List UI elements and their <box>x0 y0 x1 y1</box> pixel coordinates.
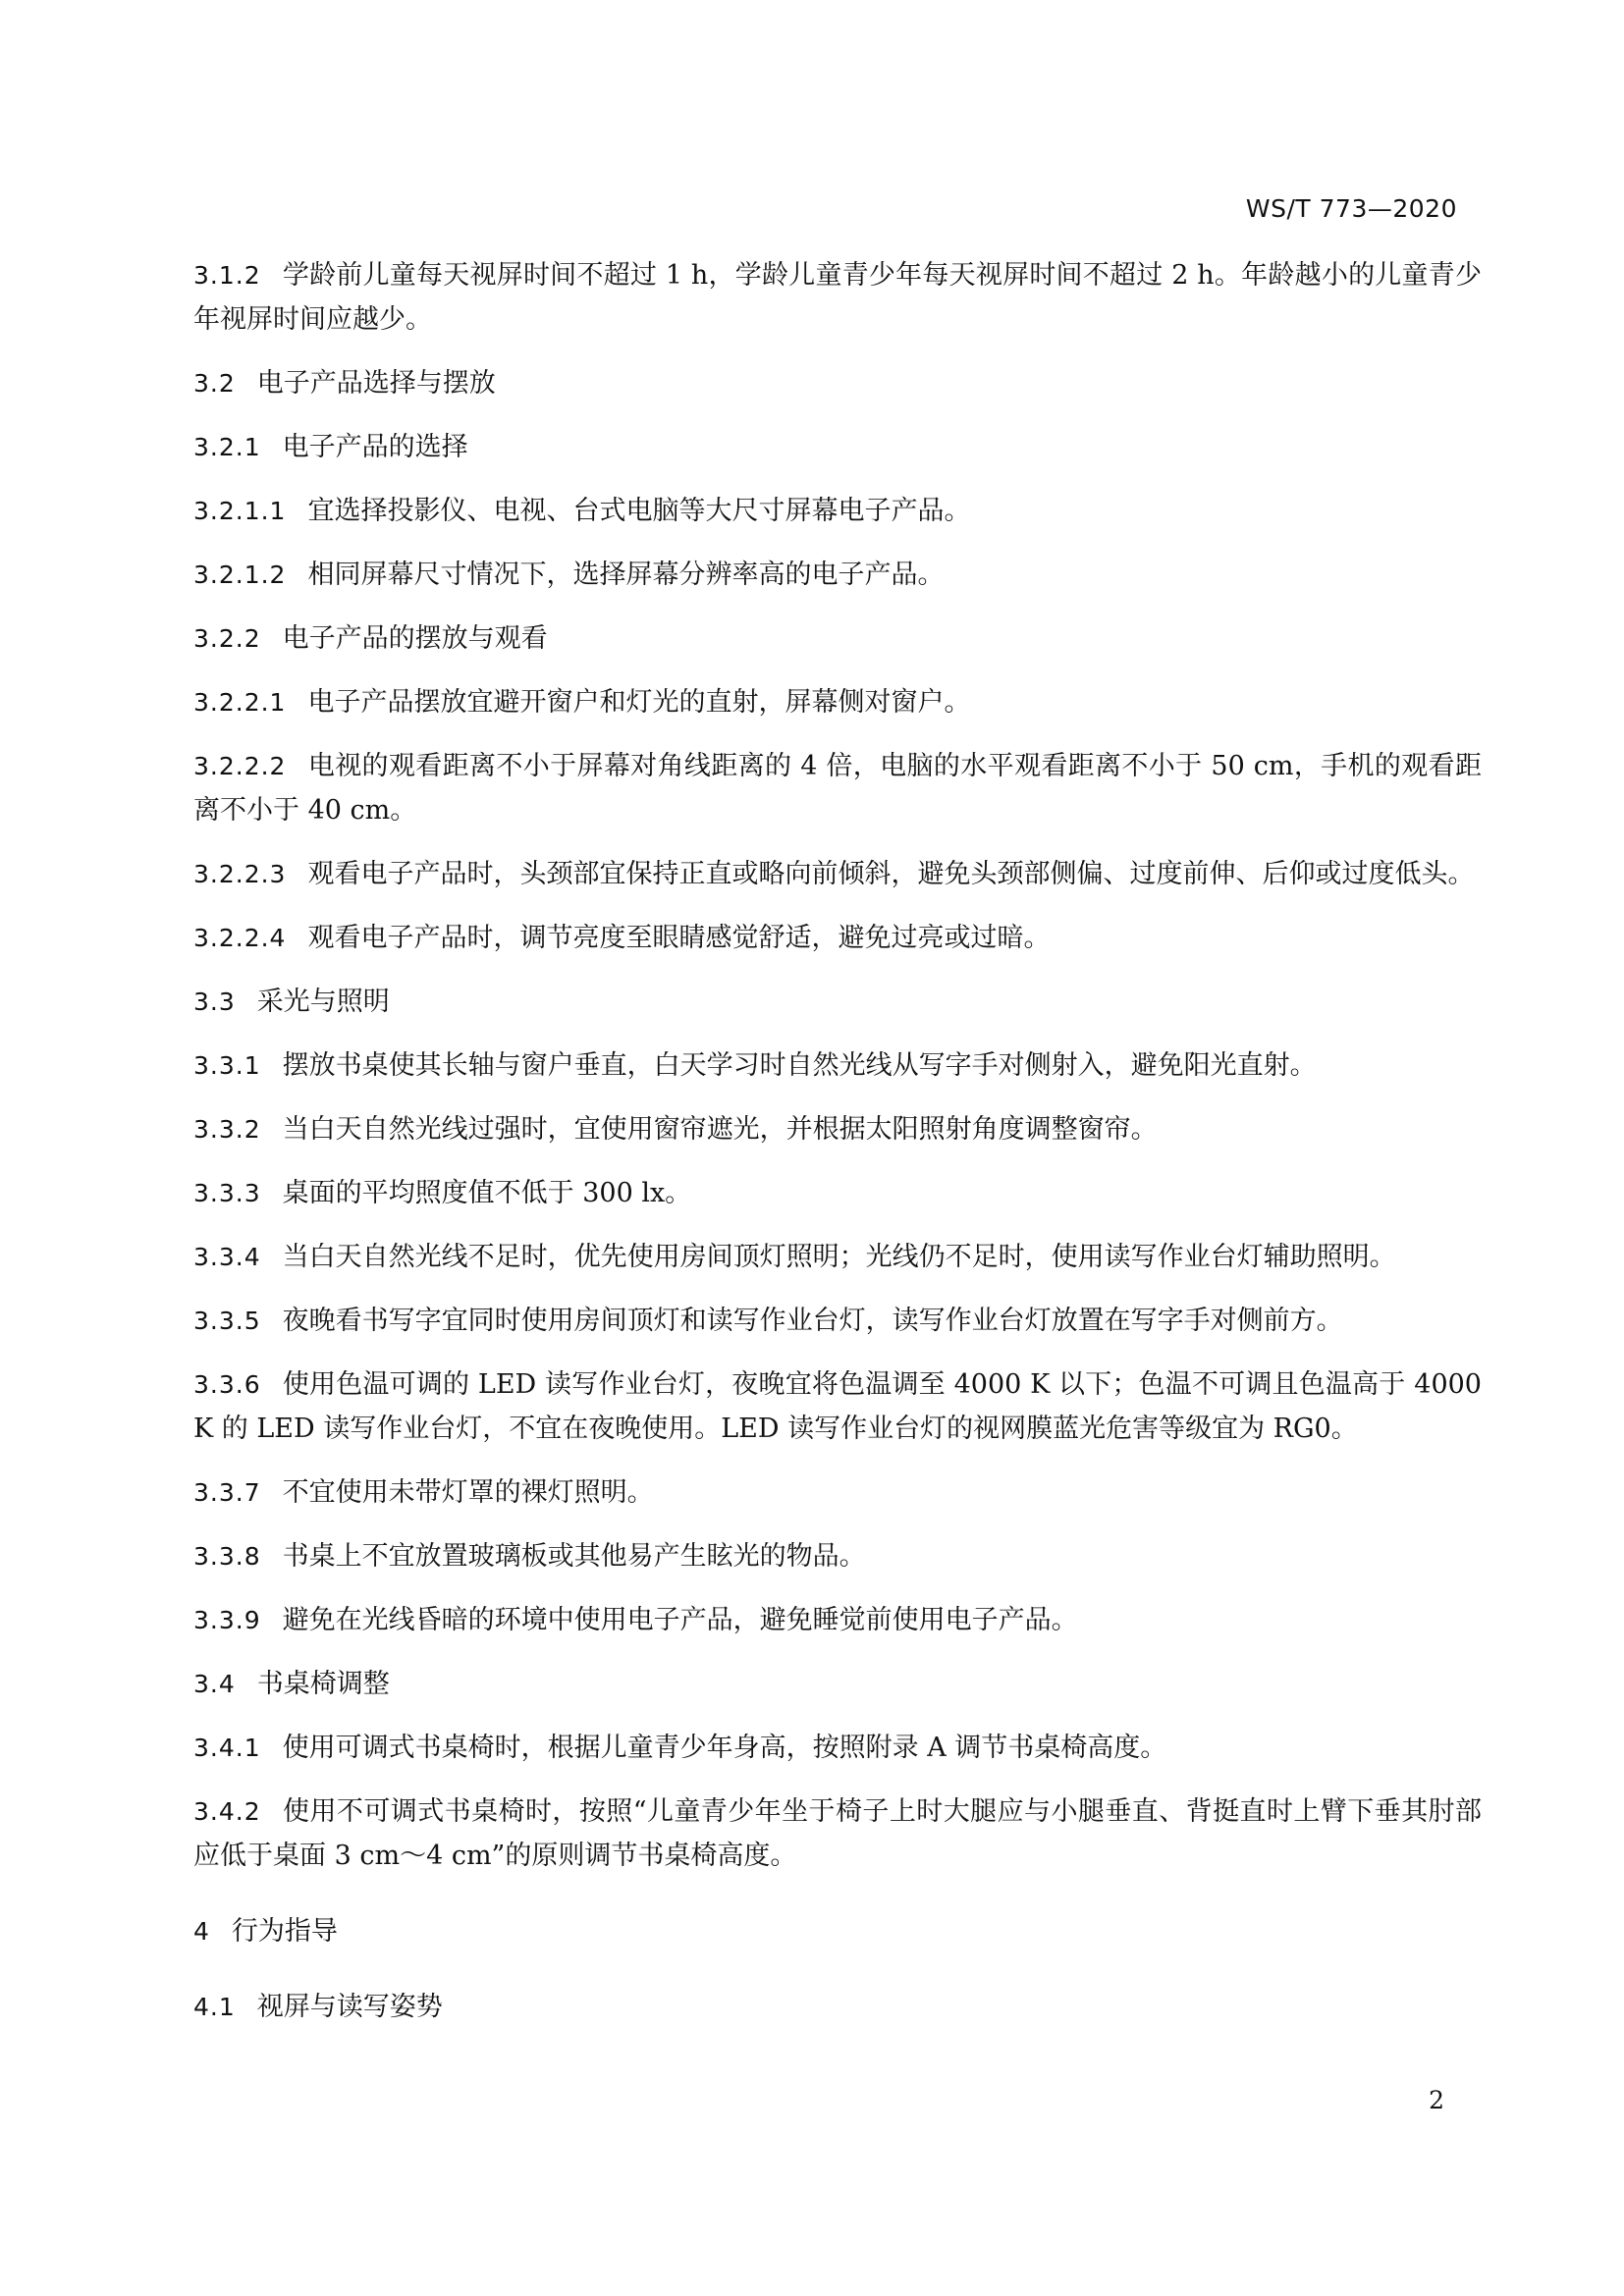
clause-text: 使用不可调式书桌椅时，按照“儿童青少年坐于椅子上时大腿应与小腿垂直、背挺直时上臂下垂其肘部应低于桌面 3 cm～4 cm”的原则调节书桌椅高度。 <box>193 1796 1482 1871</box>
clause-3-3-6 <box>193 1362 1482 1451</box>
clause-number: 3.3.5 <box>193 1307 261 1335</box>
clause-number: 3.2.1.1 <box>193 497 287 525</box>
clause-number: 3.4.2 <box>193 1797 261 1826</box>
clause-number: 3.3.2 <box>193 1115 261 1144</box>
section-title: 电子产品选择与摆放 <box>256 368 496 399</box>
clause-number: 3.3.6 <box>193 1370 261 1399</box>
clause-3-3-5 <box>193 1299 1482 1343</box>
clause-text: 摆放书桌使其长轴与窗户垂直，白天学习时自然光线从写字手对侧射入，避免阳光直射。 <box>282 1050 1317 1081</box>
clause-3-3-2 <box>193 1107 1482 1151</box>
section-number: 3.2.1 <box>193 433 261 461</box>
clause-number: 3.3.1 <box>193 1051 261 1080</box>
section-heading-3-2 <box>193 361 1482 405</box>
section-title: 视屏与读写姿势 <box>256 1992 443 2022</box>
section-title: 电子产品的摆放与观看 <box>282 623 548 654</box>
clause-text: 观看电子产品时，头颈部宜保持正直或略向前倾斜，避免头颈部侧偏、过度前伸、后仰或过度低头。 <box>307 859 1475 889</box>
clause-number: 3.3.7 <box>193 1478 261 1507</box>
clause-number: 3.2.2.1 <box>193 688 287 717</box>
clause-number: 3.2.1.2 <box>193 561 287 589</box>
clause-number: 3.3.3 <box>193 1179 261 1207</box>
clause-3-2-2-4 <box>193 916 1482 960</box>
document-body <box>193 253 1482 2049</box>
section-title: 采光与照明 <box>256 987 390 1017</box>
clause-3-4-1 <box>193 1726 1482 1770</box>
section-heading-3-3 <box>193 980 1482 1024</box>
section-heading-4-1 <box>193 1985 1482 2029</box>
clause-number: 3.1.2 <box>193 261 261 290</box>
clause-3-3-9 <box>193 1598 1482 1642</box>
clause-text: 夜晚看书写字宜同时使用房间顶灯和读写作业台灯，读写作业台灯放置在写字手对侧前方。 <box>282 1306 1343 1336</box>
clause-3-4-2 <box>193 1789 1482 1878</box>
section-number: 3.3 <box>193 988 236 1016</box>
chapter-number: 4 <box>193 1917 210 1946</box>
section-heading-3-2-1 <box>193 425 1482 469</box>
clause-text: 书桌上不宜放置玻璃板或其他易产生眩光的物品。 <box>282 1541 866 1572</box>
section-title: 电子产品的选择 <box>282 432 468 462</box>
clause-text: 桌面的平均照度值不低于 300 lx。 <box>282 1178 692 1208</box>
clause-3-2-2-1 <box>193 680 1482 724</box>
clause-text: 当白天自然光线不足时，优先使用房间顶灯照明；光线仍不足时，使用读写作业台灯辅助照明。 <box>282 1242 1396 1272</box>
clause-3-3-8 <box>193 1534 1482 1578</box>
standard-code: WS/T 773—2020 <box>1245 194 1457 223</box>
clause-number: 3.2.2.2 <box>193 752 287 780</box>
clause-text: 电视的观看距离不小于屏幕对角线距离的 4 倍，电脑的水平观看距离不小于 50 cm，手机的观看距离不小于 40 cm。 <box>193 751 1482 826</box>
chapter-heading-4 <box>193 1909 1482 1953</box>
section-number: 3.2.2 <box>193 624 261 653</box>
clause-3-2-1-1 <box>193 489 1482 533</box>
section-title: 书桌椅调整 <box>256 1669 390 1699</box>
clause-text: 学龄前儿童每天视屏时间不超过 1 h，学龄儿童青少年每天视屏时间不超过 2 h。年龄越小的儿童青少年视屏时间应越少。 <box>193 260 1482 335</box>
clause-number: 3.3.4 <box>193 1243 261 1271</box>
page-number: 2 <box>1429 2086 1444 2114</box>
clause-3-2-2-3 <box>193 852 1482 896</box>
clause-number: 3.2.2.4 <box>193 924 287 952</box>
section-number: 3.2 <box>193 369 236 398</box>
clause-text: 相同屏幕尺寸情况下，选择屏幕分辨率高的电子产品。 <box>307 560 945 590</box>
clause-text: 使用色温可调的 LED 读写作业台灯，夜晚宜将色温调至 4000 K 以下；色温不可调且色温高于 4000 K 的 LED 读写作业台灯，不宜在夜晚使用。LED 读写作业台灯的视网膜蓝光危害等级宜为 RG0。 <box>193 1369 1482 1444</box>
clause-text: 不宜使用未带灯罩的裸灯照明。 <box>282 1477 654 1508</box>
clause-text: 宜选择投影仪、电视、台式电脑等大尺寸屏幕电子产品。 <box>307 496 971 526</box>
clause-3-3-3 <box>193 1171 1482 1215</box>
clause-number: 3.2.2.3 <box>193 860 287 888</box>
clause-3-3-7 <box>193 1470 1482 1515</box>
clause-3-2-1-2 <box>193 553 1482 597</box>
clause-3-3-4 <box>193 1235 1482 1279</box>
clause-number: 3.3.9 <box>193 1606 261 1634</box>
clause-number: 3.4.1 <box>193 1734 261 1762</box>
clause-number: 3.3.8 <box>193 1542 261 1571</box>
clause-text: 电子产品摆放宜避开窗户和灯光的直射，屏幕侧对窗户。 <box>307 687 971 718</box>
clause-3-3-1 <box>193 1043 1482 1088</box>
section-number: 3.4 <box>193 1670 236 1698</box>
clause-text: 使用可调式书桌椅时，根据儿童青少年身高，按照附录 A 调节书桌椅高度。 <box>282 1733 1167 1763</box>
section-heading-3-2-2 <box>193 616 1482 661</box>
section-heading-3-4 <box>193 1662 1482 1706</box>
clause-text: 观看电子产品时，调节亮度至眼睛感觉舒适，避免过亮或过暗。 <box>307 923 1051 953</box>
clause-text: 避免在光线昏暗的环境中使用电子产品，避免睡觉前使用电子产品。 <box>282 1605 1078 1635</box>
clause-text: 当白天自然光线过强时，宜使用窗帘遮光，并根据太阳照射角度调整窗帘。 <box>282 1114 1158 1145</box>
clause-3-1-2 <box>193 253 1482 342</box>
clause-3-2-2-2 <box>193 744 1482 832</box>
section-number: 4.1 <box>193 1993 236 2021</box>
chapter-title: 行为指导 <box>231 1916 338 1947</box>
